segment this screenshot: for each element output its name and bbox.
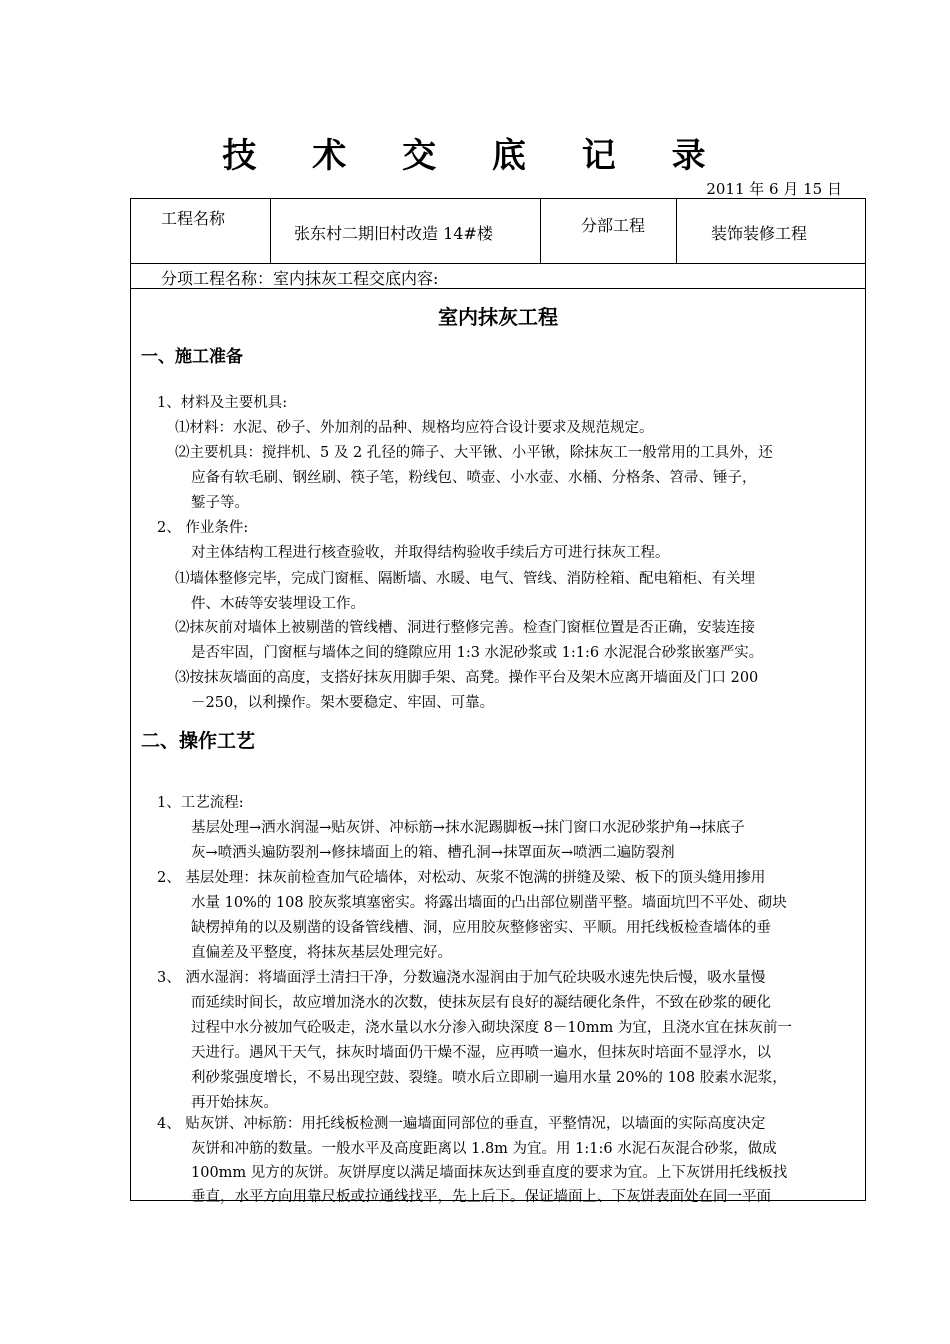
text-line: 3、 洒水湿润：将墙面浮土清扫干净，分数遍浇水湿润由于加气砼块吸水速先快后慢，吸水量慢 bbox=[157, 970, 766, 986]
document-date: 2011 年 6 月 15 日 bbox=[706, 180, 842, 198]
text-line: 4、 贴灰饼、冲标筋：用托线板检测一遍墙面同部位的垂直，平整情况，以墙面的实际高度决定 bbox=[157, 1116, 766, 1132]
project-name-value: 张东村二期旧村改造 14#楼 bbox=[294, 224, 493, 243]
section-1-title: 一、施工准备 bbox=[141, 347, 243, 367]
text-line: 而延续时间长，故应增加浇水的次数，使抹灰层有良好的凝结硬化条件，不致在砂浆的硬化 bbox=[191, 995, 771, 1011]
text-line: 再开始抹灰。 bbox=[191, 1095, 278, 1111]
text-line: 是否牢固，门窗框与墙体之间的缝隙应用 1:3 水泥砂浆或 1:1:6 水泥混合砂浆嵌塞严实。 bbox=[191, 645, 764, 661]
text-line: ⑵主要机具：搅拌机、5 及 2 孔径的筛子、大平锹、小平锹，除抹灰工一般常用的工具外，还 bbox=[175, 445, 773, 461]
document-title: 技 术 交 底 记 录 bbox=[222, 136, 728, 176]
text-line: 灰饼和冲筋的数量。一般水平及高度距离以 1.8m 为宜。用 1:1:6 水泥石灰混合砂浆，做成 bbox=[191, 1141, 777, 1157]
text-line: ⑴墙体整修完毕，完成门窗框、隔断墙、水暖、电气、管线、消防栓箱、配电箱柜、有关埋 bbox=[175, 571, 755, 587]
divider bbox=[540, 199, 541, 263]
divider bbox=[676, 199, 677, 263]
text-line: 件、木砖等安装埋设工作。 bbox=[191, 596, 365, 612]
text-line: 利砂浆强度增长，不易出现空鼓、裂缝。喷水后立即刷一遍用水量 20%的 108 胶素水泥浆， bbox=[191, 1070, 787, 1086]
divider bbox=[270, 199, 271, 263]
project-name-label: 工程名称 bbox=[161, 209, 226, 228]
item-name-label: 分项工程名称：室内抹灰工程交底内容: bbox=[161, 269, 439, 288]
text-line: 天进行。遇风干天气，抹灰时墙面仍干燥不湿，应再喷一遍水，但抹灰时培面不显浮水，以 bbox=[191, 1045, 771, 1061]
text-line: 缺楞掉角的以及剔凿的设备管线槽、洞，应用胶灰整修密实、平顺。用托线板检查墙体的垂 bbox=[191, 920, 771, 936]
text-line: 基层处理→洒水润湿→贴灰饼、冲标筋→抹水泥踢脚板→抹门窗口水泥砂浆护角→抹底子 bbox=[191, 820, 745, 836]
divider bbox=[131, 263, 865, 264]
text-line: 直偏差及平整度，将抹灰基层处理完好。 bbox=[191, 945, 452, 961]
sub-project-value: 装饰装修工程 bbox=[711, 224, 808, 243]
text-line: 水量 10%的 108 胶灰浆填塞密实。将露出墙面的凸出部位剔凿平整。墙面坑凹不平处、砌块 bbox=[191, 895, 787, 911]
text-line: －250，以利操作。架木要稳定、牢固、可靠。 bbox=[191, 695, 495, 711]
text-line: 灰→喷洒头遍防裂剂→修抹墙面上的箱、槽孔洞→抹罩面灰→喷洒二遍防裂剂 bbox=[191, 845, 675, 861]
content-heading: 室内抹灰工程 bbox=[438, 305, 558, 329]
text-line: 1、工艺流程: bbox=[157, 795, 244, 811]
text-line: 錾子等。 bbox=[191, 495, 249, 511]
text-line: 2、 基层处理：抹灰前检查加气砼墙体，对松动、灰浆不饱满的拼缝及梁、板下的顶头缝用掺用 bbox=[157, 870, 766, 886]
text-line: ⑶按抹灰墙面的高度，支搭好抹灰用脚手架、高凳。操作平台及架木应离开墙面及门口 200 bbox=[175, 670, 759, 686]
text-line: 垂直，水平方向用靠尺板或拉通线找平，先上后下。保证墙面上、下灰饼表面处在同一平面 bbox=[191, 1189, 771, 1205]
text-line: ⑴材料：水泥、砂子、外加剂的品种、规格均应符合设计要求及规范规定。 bbox=[175, 420, 654, 436]
text-line: 2、 作业条件: bbox=[157, 520, 249, 536]
text-line: 对主体结构工程进行核查验收，并取得结构验收手续后方可进行抹灰工程。 bbox=[191, 545, 670, 561]
text-line: 100mm 见方的灰饼。灰饼厚度以满足墙面抹灰达到垂直度的要求为宜。上下灰饼用托线板找 bbox=[191, 1165, 788, 1181]
section-2-title: 二、操作工艺 bbox=[141, 730, 256, 752]
text-line: 过程中水分被加气砼吸走，浇水量以水分渗入砌块深度 8－10mm 为宜，且浇水宜在抹灰前一 bbox=[191, 1020, 792, 1036]
sub-project-label: 分部工程 bbox=[581, 216, 646, 235]
text-line: 应备有软毛刷、钢丝刷、筷子笔，粉线包、喷壶、小水壶、水桶、分格条、笤帚、锤子， bbox=[191, 470, 757, 486]
disclosure-table bbox=[130, 198, 866, 1205]
text-line: ⑵抹灰前对墙体上被剔凿的管线槽、洞进行整修完善。检查门窗框位置是否正确，安装连接 bbox=[175, 620, 755, 636]
text-line: 1、材料及主要机具: bbox=[157, 395, 288, 411]
